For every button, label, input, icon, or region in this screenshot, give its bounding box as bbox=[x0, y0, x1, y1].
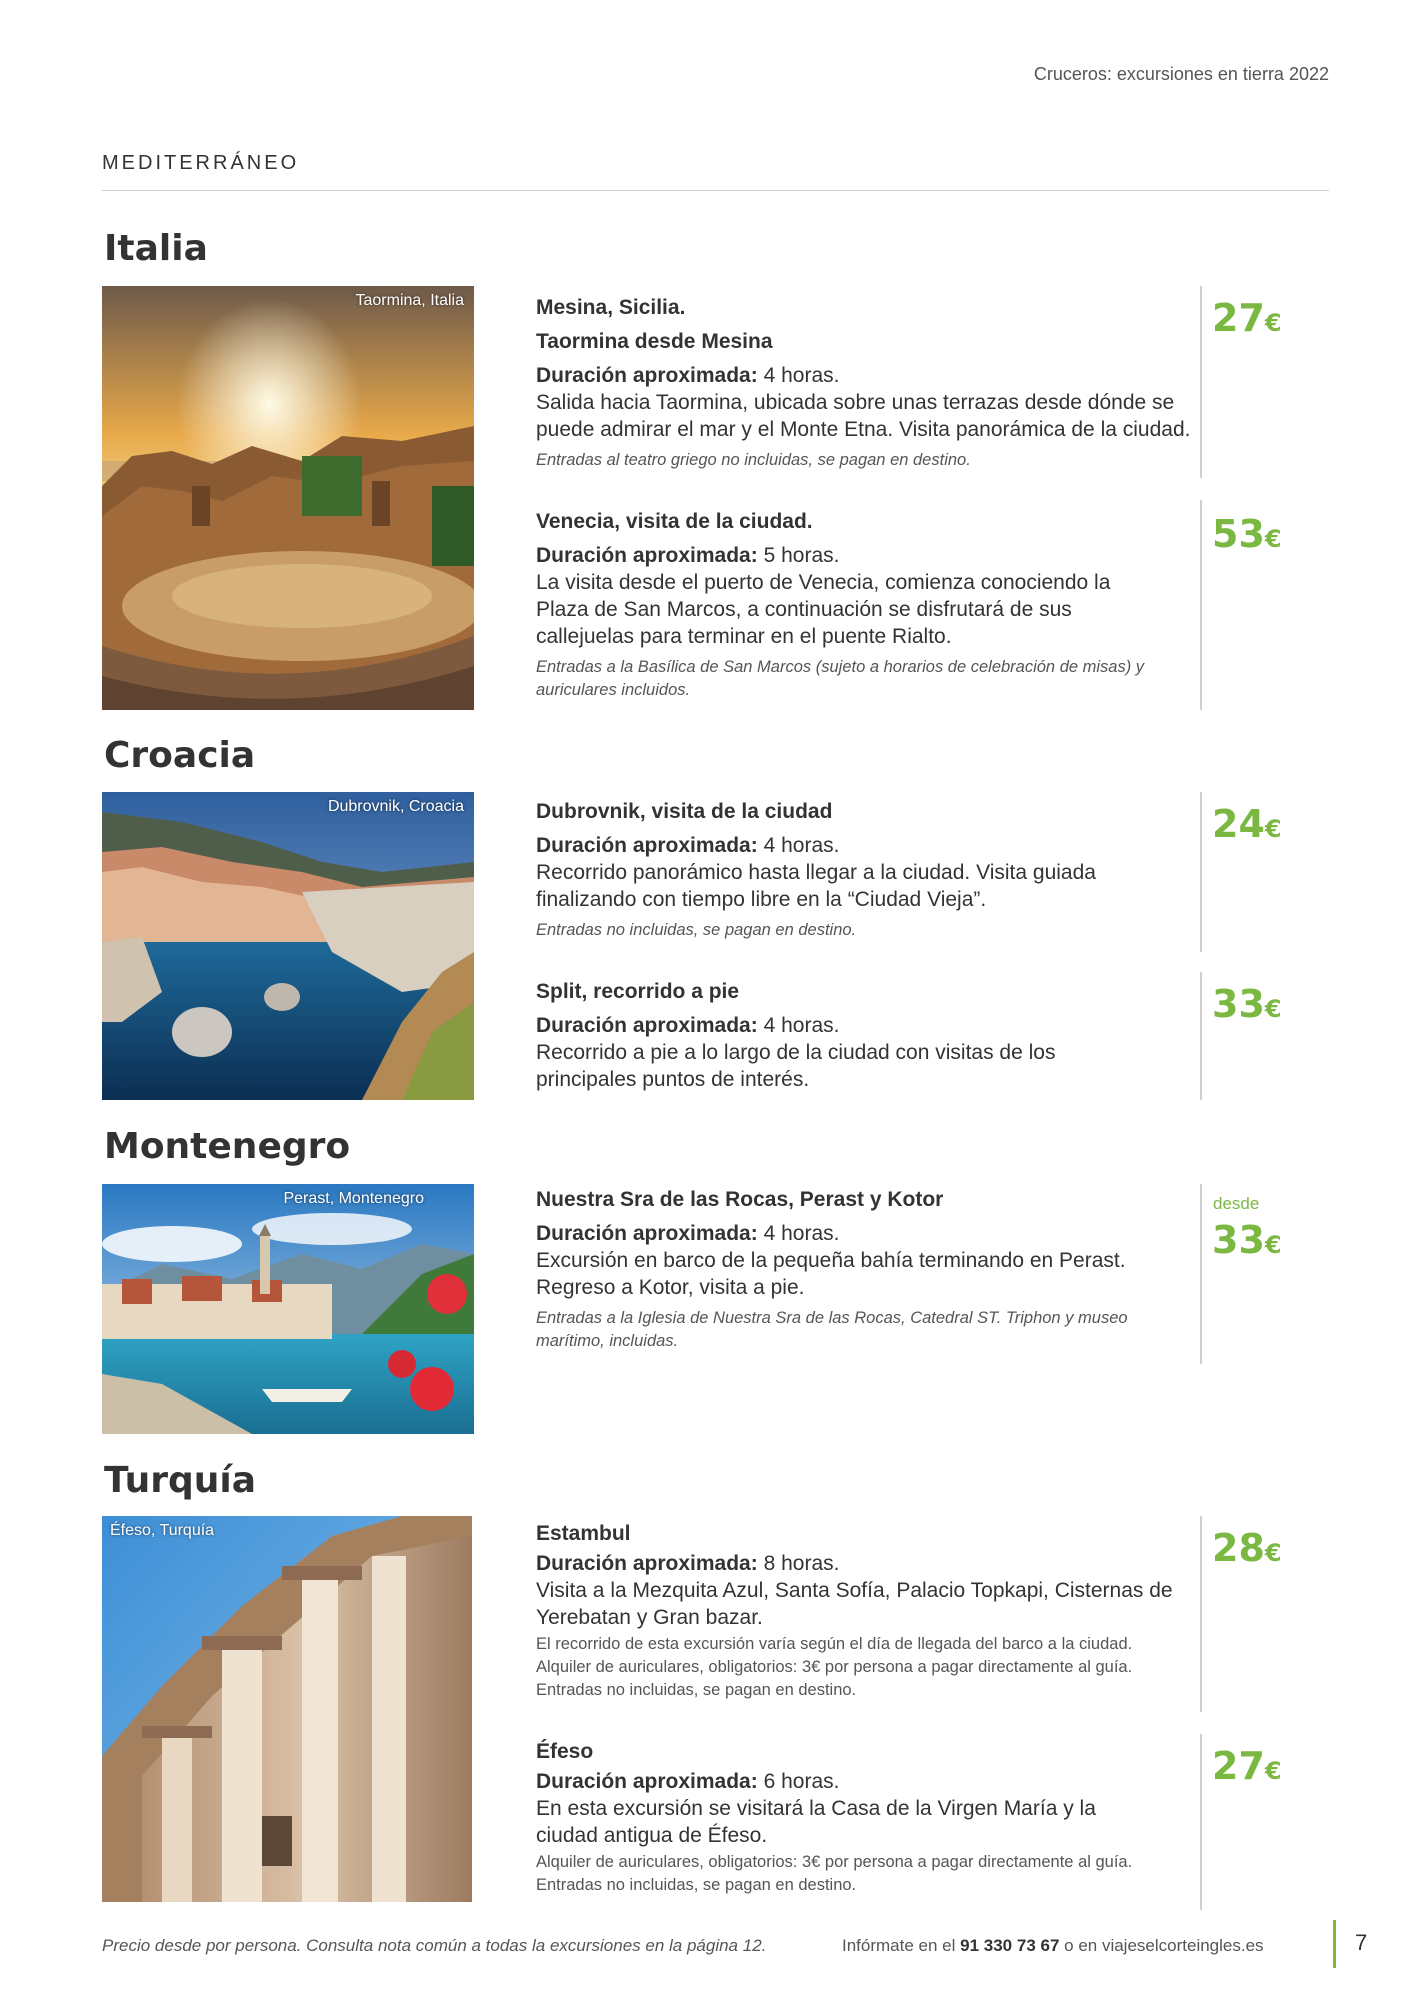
price-divider bbox=[1200, 286, 1202, 478]
price-value: 53 bbox=[1212, 512, 1265, 556]
section-divider bbox=[102, 190, 1329, 191]
photo-perast bbox=[102, 1184, 474, 1434]
excursion-note: Entradas al teatro griego no incluidas, se pagan en destino. bbox=[536, 451, 971, 469]
excursion-place: Mesina, Sicilia. bbox=[536, 296, 686, 319]
country-heading-turquia: Turquía bbox=[104, 1460, 257, 1501]
excursion-note: Entradas a la Basílica de San Marcos (sujeto a horarios de celebración de misas) y auriculares incluidos. bbox=[536, 658, 1145, 699]
photo-caption: Taormina, Italia bbox=[355, 292, 464, 309]
price-perast-kotor bbox=[1212, 1218, 1282, 1262]
header-title: Cruceros: excursiones en tierra 2022 bbox=[1033, 64, 1329, 84]
excursion-title: Nuestra Sra de las Rocas, Perast y Kotor bbox=[536, 1188, 944, 1211]
contact-suffix: o en viajeselcorteingles.es bbox=[1064, 1936, 1264, 1955]
price-currency: € bbox=[1264, 525, 1282, 553]
price-estambul bbox=[1212, 1526, 1282, 1570]
photo-caption: Éfeso, Turquía bbox=[110, 1522, 215, 1539]
excursion-duration bbox=[536, 542, 1196, 569]
excursion-estambul bbox=[536, 1520, 1196, 1702]
photo-caption: Perast, Montenegro bbox=[283, 1190, 424, 1207]
duration-label: Duración aproximada: bbox=[536, 544, 758, 567]
excursion-dubrovnik bbox=[536, 798, 1196, 942]
price-from-label: desde bbox=[1213, 1194, 1260, 1213]
duration-value: 6 horas. bbox=[763, 1770, 840, 1793]
photo-caption: Dubrovnik, Croacia bbox=[327, 798, 464, 815]
excursion-duration bbox=[536, 1012, 1196, 1039]
duration-value: 4 horas. bbox=[763, 834, 840, 857]
duration-label: Duración aproximada: bbox=[536, 1222, 758, 1245]
duration-label: Duración aproximada: bbox=[536, 834, 758, 857]
excursion-duration bbox=[536, 362, 1196, 389]
excursion-duration bbox=[536, 1220, 1196, 1247]
price-value: 24 bbox=[1212, 802, 1265, 846]
footer-contact bbox=[842, 1936, 1264, 1956]
duration-label: Duración aproximada: bbox=[536, 364, 758, 387]
duration-value: 4 horas. bbox=[763, 364, 840, 387]
footer-accent-bar bbox=[1333, 1920, 1336, 1968]
excursion-venecia bbox=[536, 508, 1196, 702]
price-value: 33 bbox=[1212, 1218, 1265, 1262]
price-venecia bbox=[1212, 512, 1282, 556]
price-divider bbox=[1200, 1184, 1202, 1364]
duration-label: Duración aproximada: bbox=[536, 1014, 758, 1037]
excursion-title: Taormina desde Mesina bbox=[536, 330, 773, 353]
excursion-note: Entradas a la Iglesia de Nuestra Sra de las Rocas, Catedral ST. Triphon y museo marítimo, incluidas. bbox=[536, 1309, 1128, 1350]
excursion-description: En esta excursión se visitará la Casa de la Virgen María y la ciudad antigua de Éfeso. bbox=[536, 1797, 1096, 1847]
excursion-efeso bbox=[536, 1738, 1196, 1897]
page-number: 7 bbox=[1355, 1930, 1368, 1955]
price-value: 27 bbox=[1212, 296, 1265, 340]
duration-value: 4 horas. bbox=[763, 1014, 840, 1037]
section-label: MEDITERRÁNEO bbox=[102, 152, 300, 174]
duration-label: Duración aproximada: bbox=[536, 1552, 758, 1575]
excursion-duration bbox=[536, 1768, 1196, 1795]
price-value: 33 bbox=[1212, 982, 1265, 1026]
price-divider bbox=[1200, 1516, 1202, 1712]
price-currency: € bbox=[1264, 1757, 1282, 1785]
excursion-duration bbox=[536, 832, 1196, 859]
excursion-title: Estambul bbox=[536, 1522, 631, 1545]
price-split bbox=[1212, 982, 1282, 1026]
excursion-description: Excursión en barco de la pequeña bahía terminando en Perast. Regreso a Kotor, visita a pie. bbox=[536, 1249, 1126, 1299]
price-currency: € bbox=[1264, 309, 1282, 337]
excursion-description: Recorrido a pie a lo largo de la ciudad con visitas de los principales puntos de interés. bbox=[536, 1041, 1056, 1091]
excursion-description: Visita a la Mezquita Azul, Santa Sofía, Palacio Topkapi, Cisternas de Yerebatan y Gran bazar. bbox=[536, 1579, 1173, 1629]
price-divider bbox=[1200, 1734, 1202, 1910]
duration-value: 8 horas. bbox=[763, 1552, 840, 1575]
contact-phone: 91 330 73 67 bbox=[960, 1936, 1060, 1955]
duration-label: Duración aproximada: bbox=[536, 1770, 758, 1793]
excursion-note: El recorrido de esta excursión varía según el día de llegada del barco a la ciudad. Alquiler de auriculares, obligatorios: 3€ por persona a pagar directamente al guía. Entradas no incluidas, se pagan en destino. bbox=[536, 1635, 1133, 1699]
price-mesina bbox=[1212, 296, 1282, 340]
excursion-perast-kotor bbox=[536, 1186, 1196, 1353]
excursion-note: Entradas no incluidas, se pagan en destino. bbox=[536, 921, 857, 939]
price-value: 28 bbox=[1212, 1526, 1265, 1570]
price-divider bbox=[1200, 792, 1202, 952]
excursion-description: Salida hacia Taormina, ubicada sobre unas terrazas desde dónde se puede admirar el mar y el Monte Etna. Visita panorámica de la ciudad. bbox=[536, 391, 1191, 441]
excursion-title: Venecia, visita de la ciudad. bbox=[536, 510, 813, 533]
price-currency: € bbox=[1264, 815, 1282, 843]
price-currency: € bbox=[1264, 1231, 1282, 1259]
photo-taormina bbox=[102, 286, 474, 710]
price-divider bbox=[1200, 972, 1202, 1100]
excursion-title: Éfeso bbox=[536, 1740, 594, 1763]
price-currency: € bbox=[1264, 1539, 1282, 1567]
excursion-note: Alquiler de auriculares, obligatorios: 3€ por persona a pagar directamente al guía. Entradas no incluidas, se pagan en destino. bbox=[536, 1853, 1133, 1894]
country-heading-montenegro: Montenegro bbox=[104, 1126, 351, 1167]
duration-value: 5 horas. bbox=[763, 544, 840, 567]
country-heading-italia: Italia bbox=[104, 228, 208, 269]
duration-value: 4 horas. bbox=[763, 1222, 840, 1245]
price-value: 27 bbox=[1212, 1744, 1265, 1788]
excursion-split bbox=[536, 978, 1196, 1093]
excursion-duration bbox=[536, 1550, 1196, 1577]
price-dubrovnik bbox=[1212, 802, 1282, 846]
photo-dubrovnik bbox=[102, 792, 474, 1100]
excursion-description: Recorrido panorámico hasta llegar a la ciudad. Visita guiada finalizando con tiempo libre en la “Ciudad Vieja”. bbox=[536, 861, 1096, 911]
footer-note: Precio desde por persona. Consulta nota común a todas la excursiones en la página 12. bbox=[102, 1936, 767, 1955]
photo-efeso bbox=[102, 1516, 472, 1902]
excursion-title: Split, recorrido a pie bbox=[536, 980, 740, 1003]
excursion-title: Dubrovnik, visita de la ciudad bbox=[536, 800, 833, 823]
contact-prefix: Infórmate en el bbox=[842, 1936, 956, 1955]
price-divider bbox=[1200, 500, 1202, 710]
excursion-mesina bbox=[536, 294, 1196, 472]
price-efeso bbox=[1212, 1744, 1282, 1788]
country-heading-croacia: Croacia bbox=[104, 735, 256, 776]
excursion-description: La visita desde el puerto de Venecia, comienza conociendo la Plaza de San Marcos, a continuación se disfrutará de sus callejuelas para terminar en el puente Rialto. bbox=[536, 571, 1111, 648]
price-currency: € bbox=[1264, 995, 1282, 1023]
